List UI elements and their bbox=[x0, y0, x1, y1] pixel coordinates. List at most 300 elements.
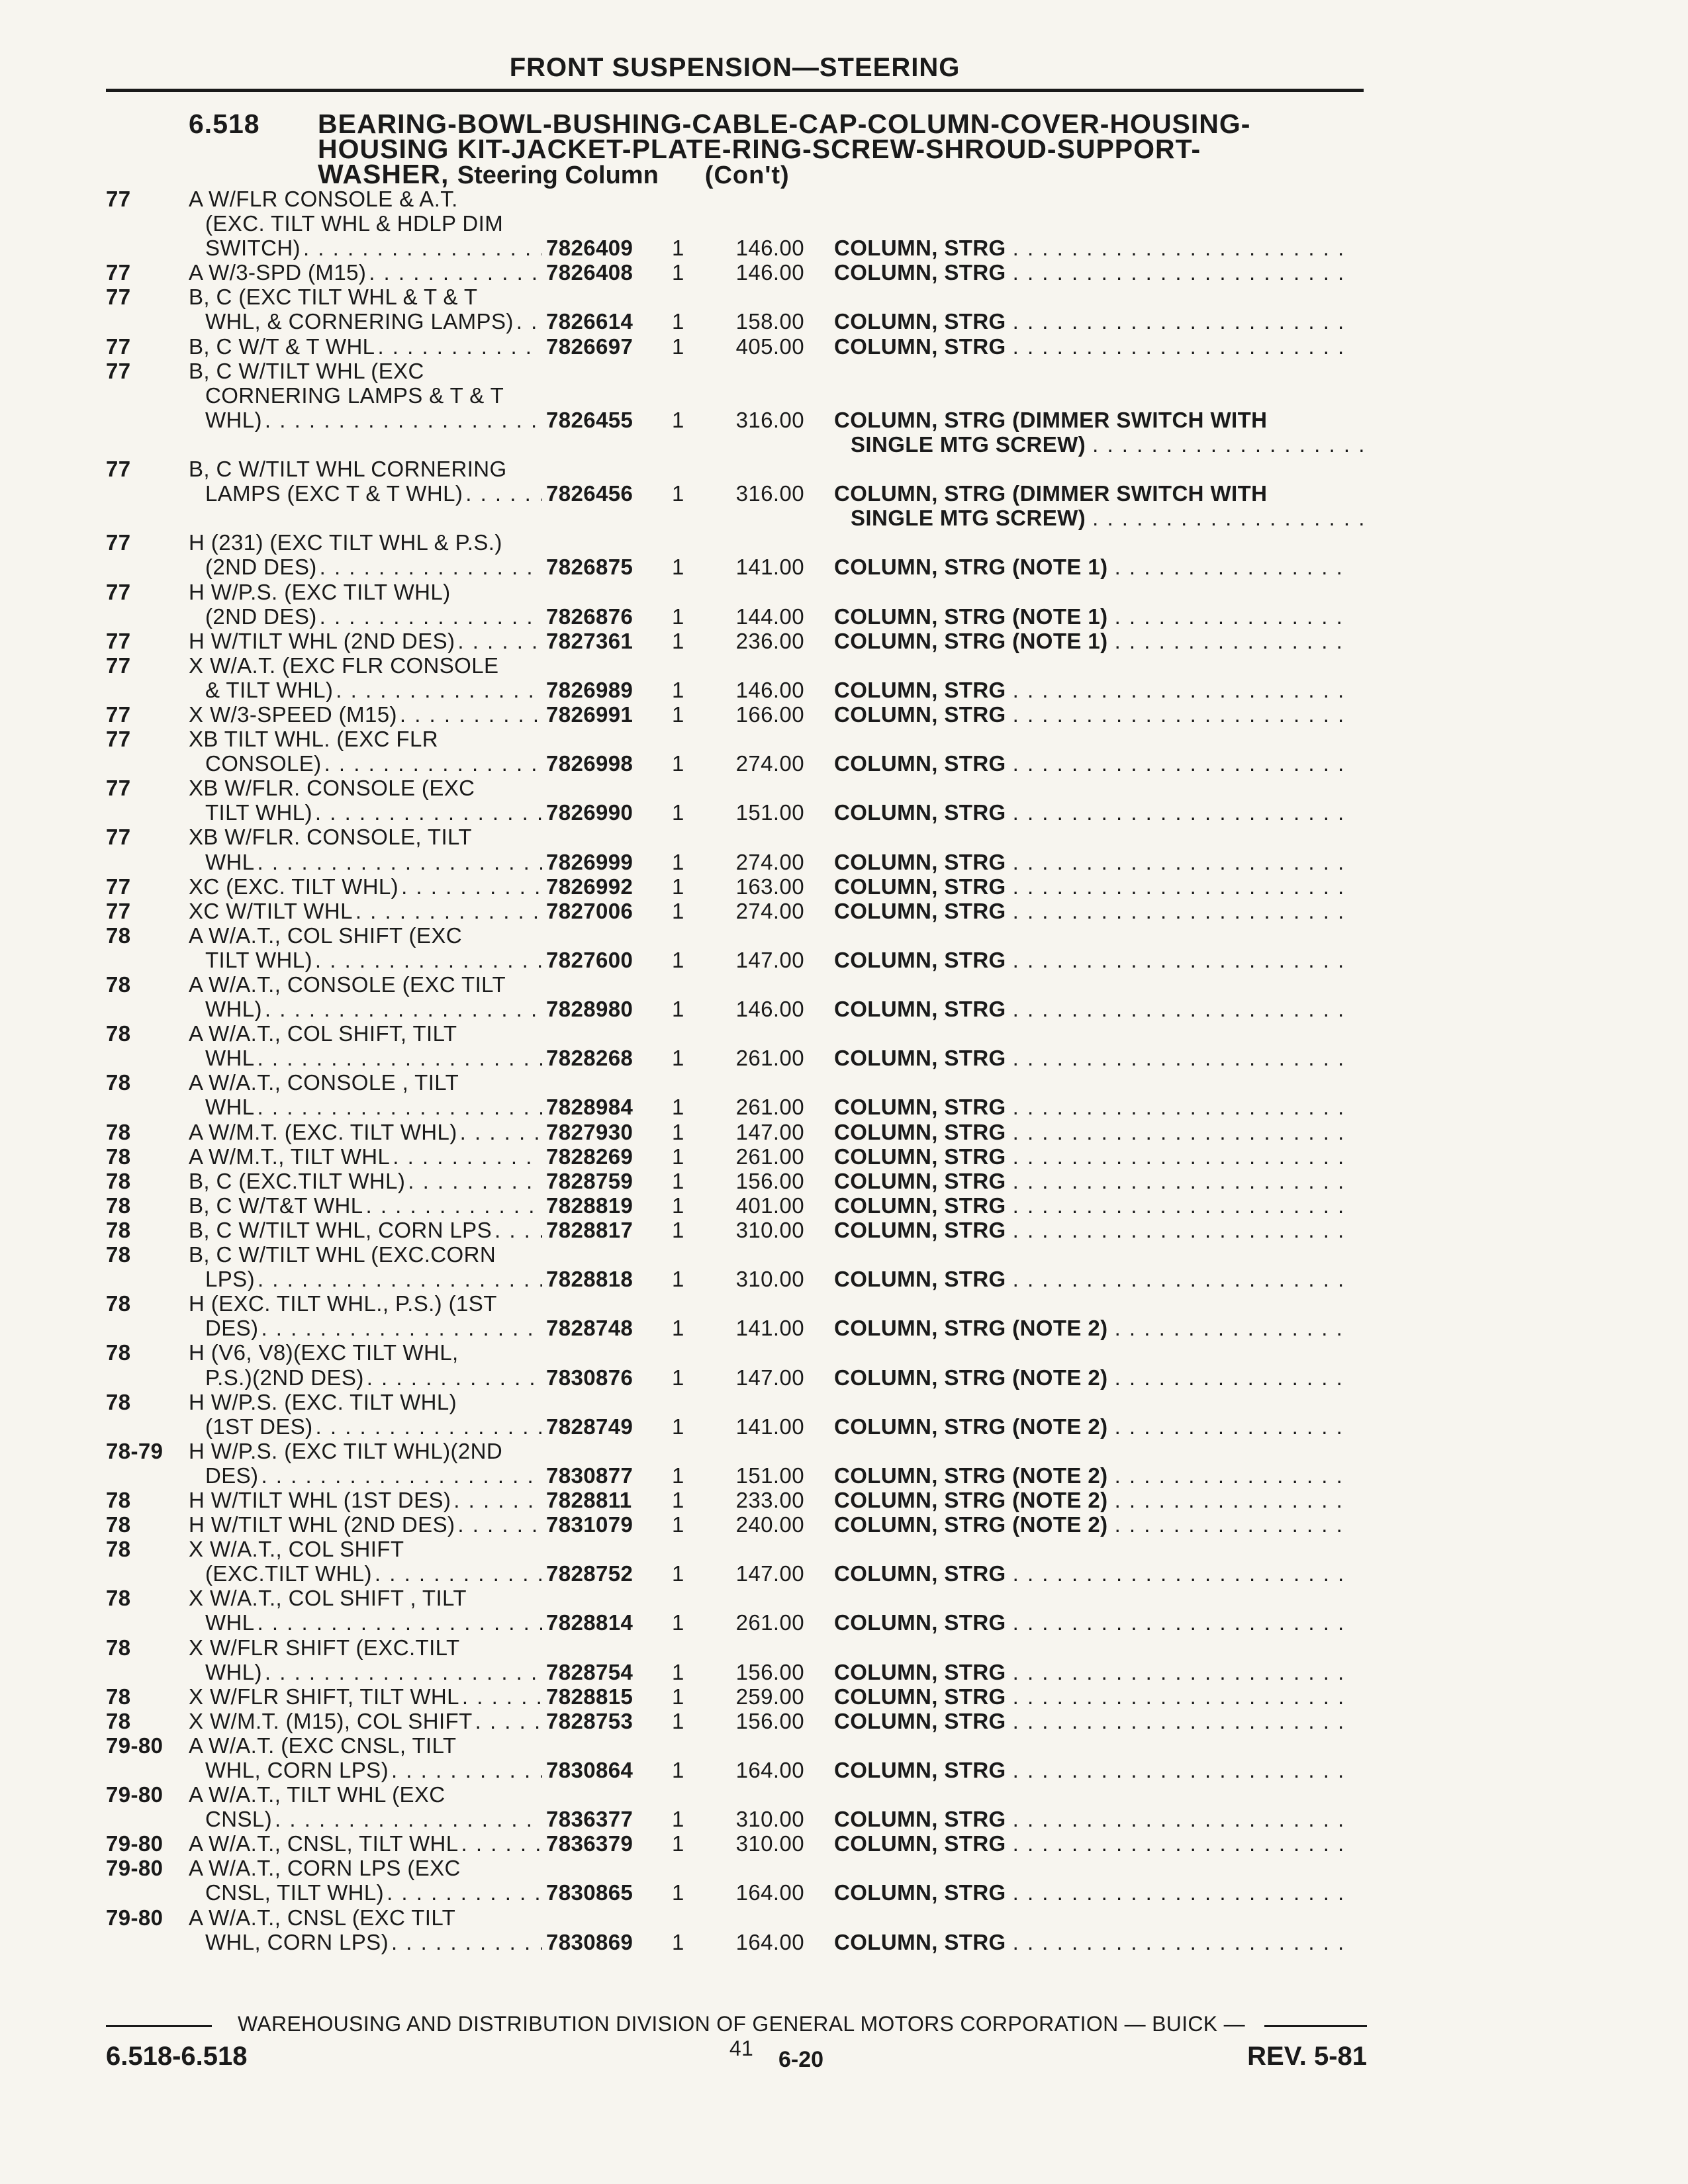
model-year: 78 bbox=[106, 1684, 131, 1709]
dot-leader bbox=[320, 604, 542, 629]
dot-leader bbox=[1115, 1316, 1350, 1340]
model-year bbox=[106, 236, 189, 260]
quantity bbox=[672, 1021, 712, 1046]
model-year: 78 bbox=[106, 1217, 131, 1242]
quantity bbox=[672, 285, 712, 309]
part-name bbox=[804, 1169, 1350, 1193]
list-item-line bbox=[106, 1635, 1367, 1660]
part-number: 7827930 bbox=[546, 1119, 633, 1144]
part-name-text: COLUMN, STRG bbox=[834, 1684, 1006, 1709]
quantity bbox=[672, 1586, 712, 1610]
list-item bbox=[106, 1390, 1367, 1439]
price bbox=[712, 1021, 804, 1046]
price bbox=[712, 1291, 804, 1316]
quantity: 1 bbox=[672, 849, 684, 874]
part-name bbox=[804, 899, 1350, 923]
part-name-text: COLUMN, STRG (DIMMER SWITCH WITH bbox=[834, 407, 1268, 432]
model-year bbox=[106, 1807, 189, 1831]
dot-leader bbox=[320, 555, 542, 579]
list-item bbox=[106, 1586, 1367, 1635]
description-text: A W/FLR CONSOLE & A.T. bbox=[189, 187, 458, 211]
part-name-text: COLUMN, STRG bbox=[834, 1144, 1006, 1169]
list-item bbox=[106, 1782, 1367, 1831]
description-text: H (EXC. TILT WHL., P.S.) (1ST bbox=[189, 1291, 497, 1316]
application-description bbox=[189, 1070, 546, 1095]
part-number bbox=[546, 1070, 672, 1095]
application-description bbox=[189, 359, 546, 383]
part-name-text: COLUMN, STRG (NOTE 1) bbox=[834, 604, 1108, 629]
part-name bbox=[804, 359, 1350, 383]
section-title-line-2: HOUSING KIT-JACKET-PLATE-RING-SCREW-SHROUD-SUPPORT- bbox=[318, 134, 1201, 164]
application-description bbox=[189, 187, 546, 211]
application-description bbox=[189, 923, 546, 948]
part-name bbox=[804, 1537, 1350, 1561]
part-number: 7828815 bbox=[546, 1684, 633, 1709]
model-year bbox=[106, 604, 189, 629]
list-item-line bbox=[106, 678, 1367, 702]
part-number bbox=[546, 727, 672, 751]
price: 163.00 bbox=[735, 874, 804, 899]
application-description bbox=[189, 408, 546, 432]
part-number: 7830869 bbox=[546, 1929, 633, 1954]
list-item bbox=[106, 359, 1367, 457]
quantity bbox=[672, 383, 712, 408]
application-description bbox=[189, 1488, 546, 1512]
part-name bbox=[804, 236, 1350, 260]
description-text: A W/A.T., TILT WHL (EXC bbox=[189, 1782, 445, 1807]
description-text: CNSL, TILT WHL) bbox=[205, 1880, 385, 1905]
price: 261.00 bbox=[735, 1610, 804, 1635]
quantity bbox=[672, 580, 712, 604]
price bbox=[712, 1070, 804, 1095]
part-number: 7828817 bbox=[546, 1217, 633, 1242]
list-item bbox=[106, 1439, 1367, 1488]
description-text: H W/P.S. (EXC TILT WHL)(2ND bbox=[189, 1438, 503, 1463]
application-description bbox=[189, 457, 546, 481]
list-item bbox=[106, 825, 1367, 874]
price: 147.00 bbox=[735, 947, 804, 972]
description-text: B, C W/TILT WHL (EXC.CORN bbox=[189, 1242, 496, 1267]
price bbox=[712, 923, 804, 948]
part-number bbox=[546, 359, 672, 383]
quantity bbox=[672, 530, 712, 555]
quantity bbox=[672, 653, 712, 678]
model-year: 79-80 bbox=[106, 1905, 164, 1930]
list-item-line bbox=[106, 1021, 1367, 1046]
price: 156.00 bbox=[735, 1659, 804, 1684]
model-year: 77 bbox=[106, 727, 131, 752]
description-text: (EXC. TILT WHL & HDLP DIM bbox=[205, 211, 504, 236]
price bbox=[712, 972, 804, 997]
list-item-line bbox=[106, 1291, 1367, 1316]
model-year bbox=[106, 1095, 189, 1119]
section-title-line-1: BEARING-BOWL-BUSHING-CABLE-CAP-COLUMN-COVER-HOUSING- bbox=[318, 109, 1251, 139]
dot-leader bbox=[1013, 1709, 1350, 1733]
price: 274.00 bbox=[735, 898, 804, 923]
part-name-text: COLUMN, STRG bbox=[834, 997, 1006, 1022]
description-text: H W/TILT WHL (1ST DES) bbox=[189, 1487, 451, 1512]
dot-leader bbox=[315, 800, 542, 825]
list-item-line bbox=[106, 1782, 1367, 1807]
list-item-line bbox=[106, 850, 1367, 874]
dot-leader bbox=[1013, 948, 1350, 972]
quantity: 1 bbox=[672, 604, 684, 629]
part-name bbox=[804, 948, 1350, 972]
part-name bbox=[804, 1144, 1350, 1169]
dot-leader bbox=[1013, 874, 1350, 899]
description-text: X W/A.T. (EXC FLR CONSOLE bbox=[189, 653, 499, 678]
list-item-line bbox=[106, 285, 1367, 309]
part-number: 7828818 bbox=[546, 1267, 633, 1292]
list-item bbox=[106, 260, 1367, 285]
list-item-line bbox=[106, 1586, 1367, 1610]
model-year: 77 bbox=[106, 628, 131, 653]
model-year: 77 bbox=[106, 776, 131, 801]
description-text: X W/M.T. (M15), COL SHIFT bbox=[189, 1708, 473, 1733]
dot-leader bbox=[393, 1144, 542, 1169]
quantity bbox=[672, 1242, 712, 1267]
part-number: 7828752 bbox=[546, 1561, 633, 1586]
dot-leader bbox=[303, 236, 542, 260]
list-item bbox=[106, 1831, 1367, 1856]
model-year bbox=[106, 1660, 189, 1684]
dot-leader bbox=[261, 1463, 542, 1488]
part-number bbox=[546, 1856, 672, 1880]
description-text: A W/3-SPD (M15) bbox=[189, 260, 367, 285]
part-number: 7828749 bbox=[546, 1414, 633, 1439]
model-year: 77 bbox=[106, 260, 131, 285]
model-year bbox=[106, 432, 189, 457]
application-description bbox=[189, 1782, 546, 1807]
description-text: (2ND DES) bbox=[205, 604, 317, 629]
part-name bbox=[804, 1635, 1350, 1660]
list-item-line bbox=[106, 751, 1367, 776]
description-text: A W/M.T. (EXC. TILT WHL) bbox=[189, 1119, 457, 1144]
price: 310.00 bbox=[735, 1831, 804, 1856]
list-item-line bbox=[106, 653, 1367, 678]
application-description bbox=[189, 702, 546, 727]
part-name bbox=[804, 776, 1350, 800]
dot-leader bbox=[1013, 702, 1350, 727]
application-description bbox=[189, 334, 546, 359]
part-number: 7826456 bbox=[546, 481, 633, 506]
application-description bbox=[189, 972, 546, 997]
list-item-line bbox=[106, 1414, 1367, 1439]
description-text: H W/P.S. (EXC. TILT WHL) bbox=[189, 1389, 457, 1414]
part-name bbox=[804, 1218, 1350, 1242]
list-item-line bbox=[106, 1930, 1367, 1954]
part-name bbox=[804, 211, 1350, 236]
part-name-text: COLUMN, STRG bbox=[834, 1929, 1006, 1954]
quantity bbox=[672, 1291, 712, 1316]
list-item-line bbox=[106, 1169, 1367, 1193]
price: 164.00 bbox=[735, 1880, 804, 1905]
quantity: 1 bbox=[672, 1684, 684, 1709]
quantity: 1 bbox=[672, 236, 684, 261]
price bbox=[712, 580, 804, 604]
part-number: 7828980 bbox=[546, 997, 633, 1022]
model-year bbox=[106, 1414, 189, 1439]
dot-leader bbox=[475, 1709, 542, 1733]
description-text: A W/M.T., TILT WHL bbox=[189, 1144, 391, 1169]
part-name-text: COLUMN, STRG bbox=[834, 800, 1006, 825]
list-item-line bbox=[106, 1267, 1367, 1291]
part-name bbox=[804, 457, 1350, 481]
quantity bbox=[672, 457, 712, 481]
quantity: 1 bbox=[672, 1095, 684, 1120]
part-name bbox=[804, 923, 1350, 948]
part-name bbox=[804, 1439, 1350, 1463]
description-text: TILT WHL) bbox=[205, 800, 312, 825]
list-item bbox=[106, 1169, 1367, 1193]
list-item-line bbox=[106, 1684, 1367, 1709]
list-item bbox=[106, 1684, 1367, 1709]
list-item-line bbox=[106, 1610, 1367, 1635]
part-name bbox=[804, 1463, 1350, 1488]
part-name-text: COLUMN, STRG (NOTE 2) bbox=[834, 1463, 1108, 1488]
price bbox=[712, 727, 804, 751]
part-name bbox=[804, 1046, 1350, 1070]
model-year bbox=[106, 1046, 189, 1070]
list-item-line bbox=[106, 604, 1367, 629]
part-name bbox=[804, 1561, 1350, 1586]
section-subtitle: Steering Column bbox=[457, 161, 659, 189]
quantity bbox=[672, 1905, 712, 1930]
description-text: LPS) bbox=[205, 1267, 255, 1292]
quantity bbox=[672, 1733, 712, 1758]
price: 240.00 bbox=[735, 1512, 804, 1537]
application-description bbox=[189, 776, 546, 800]
price bbox=[712, 530, 804, 555]
list-item-line bbox=[106, 1242, 1367, 1267]
price bbox=[712, 432, 804, 457]
application-description bbox=[189, 1021, 546, 1046]
application-description bbox=[189, 1831, 546, 1856]
list-item-line bbox=[106, 776, 1367, 800]
quantity: 1 bbox=[672, 1512, 684, 1537]
model-year bbox=[106, 211, 189, 236]
description-text: X W/FLR SHIFT, TILT WHL bbox=[189, 1684, 459, 1709]
application-description bbox=[189, 236, 546, 260]
description-text: WHL, CORN LPS) bbox=[205, 1758, 389, 1782]
dot-leader bbox=[258, 850, 542, 874]
dot-leader bbox=[265, 408, 542, 432]
part-number: 7836377 bbox=[546, 1807, 633, 1832]
price bbox=[712, 187, 804, 211]
quantity bbox=[672, 1635, 712, 1660]
part-name bbox=[804, 309, 1350, 334]
dot-leader bbox=[258, 1095, 542, 1119]
dot-leader bbox=[375, 1561, 542, 1586]
model-year: 78 bbox=[106, 923, 131, 948]
list-item-line bbox=[106, 506, 1367, 530]
list-item-line bbox=[106, 1709, 1367, 1733]
description-text: CORNERING LAMPS & T & T bbox=[205, 383, 504, 408]
part-name-text: COLUMN, STRG bbox=[834, 1831, 1006, 1856]
quantity: 1 bbox=[672, 555, 684, 580]
application-description bbox=[189, 1365, 546, 1390]
part-name bbox=[804, 1390, 1350, 1414]
application-description bbox=[189, 604, 546, 629]
quantity: 1 bbox=[672, 628, 684, 653]
dot-leader bbox=[1013, 678, 1350, 702]
list-item bbox=[106, 1733, 1367, 1782]
model-year bbox=[106, 800, 189, 825]
quantity: 1 bbox=[672, 1807, 684, 1832]
description-text: P.S.)(2ND DES) bbox=[205, 1365, 364, 1390]
application-description bbox=[189, 1144, 546, 1169]
price: 146.00 bbox=[735, 236, 804, 261]
application-description bbox=[189, 997, 546, 1021]
part-name-text: COLUMN, STRG (NOTE 2) bbox=[834, 1414, 1108, 1439]
description-text: WHL bbox=[205, 1046, 255, 1071]
quantity: 1 bbox=[672, 1831, 684, 1856]
description-text: & TILT WHL) bbox=[205, 677, 334, 702]
quantity: 1 bbox=[672, 1144, 684, 1169]
application-description bbox=[189, 1463, 546, 1488]
application-description bbox=[189, 874, 546, 899]
part-name-text: COLUMN, STRG bbox=[834, 1880, 1006, 1905]
application-description bbox=[189, 629, 546, 653]
dot-leader bbox=[457, 1512, 542, 1537]
application-description bbox=[189, 1537, 546, 1561]
quantity: 1 bbox=[672, 947, 684, 972]
dot-leader bbox=[1013, 309, 1350, 334]
part-name bbox=[804, 1831, 1350, 1856]
list-item-line bbox=[106, 1831, 1367, 1856]
part-name-text: COLUMN, STRG bbox=[834, 334, 1006, 359]
price: 156.00 bbox=[735, 1708, 804, 1733]
list-item bbox=[106, 1291, 1367, 1340]
part-name bbox=[804, 1267, 1350, 1291]
model-year: 77 bbox=[106, 653, 131, 678]
part-name-text: COLUMN, STRG bbox=[834, 947, 1006, 972]
quantity: 1 bbox=[672, 407, 684, 432]
part-name bbox=[804, 1586, 1350, 1610]
price: 310.00 bbox=[735, 1267, 804, 1292]
price bbox=[712, 1782, 804, 1807]
price: 316.00 bbox=[735, 481, 804, 506]
model-year: 78 bbox=[106, 1242, 131, 1267]
part-number bbox=[546, 1905, 672, 1930]
part-name-text: COLUMN, STRG bbox=[834, 1119, 1006, 1144]
list-item bbox=[106, 1120, 1367, 1144]
description-text: (2ND DES) bbox=[205, 555, 317, 580]
quantity: 1 bbox=[672, 1267, 684, 1292]
price: 146.00 bbox=[735, 677, 804, 702]
model-year bbox=[106, 1561, 189, 1586]
part-name bbox=[804, 702, 1350, 727]
part-number: 7828753 bbox=[546, 1708, 633, 1733]
application-description bbox=[189, 580, 546, 604]
list-item bbox=[106, 1512, 1367, 1537]
dot-leader bbox=[401, 874, 542, 899]
quantity: 1 bbox=[672, 677, 684, 702]
description-text: A W/A.T., CORN LPS (EXC bbox=[189, 1856, 461, 1881]
price: 146.00 bbox=[735, 997, 804, 1022]
application-description bbox=[189, 1316, 546, 1340]
part-name bbox=[804, 1365, 1350, 1390]
dot-leader bbox=[1013, 1144, 1350, 1169]
dot-leader bbox=[1013, 1169, 1350, 1193]
list-item-line bbox=[106, 629, 1367, 653]
dot-leader bbox=[1115, 629, 1350, 653]
model-year: 77 bbox=[106, 334, 131, 359]
quantity: 1 bbox=[672, 1316, 684, 1341]
price: 158.00 bbox=[735, 309, 804, 334]
dot-leader bbox=[1013, 1880, 1350, 1905]
application-description bbox=[189, 678, 546, 702]
quantity: 1 bbox=[672, 1561, 684, 1586]
parts-list bbox=[106, 187, 1367, 1954]
part-name-text: COLUMN, STRG bbox=[834, 1193, 1006, 1218]
description-text: (EXC.TILT WHL) bbox=[205, 1561, 372, 1586]
price: 233.00 bbox=[735, 1487, 804, 1512]
price: 147.00 bbox=[735, 1119, 804, 1144]
list-item-line bbox=[106, 1193, 1367, 1218]
application-description bbox=[189, 1586, 546, 1610]
application-description bbox=[189, 653, 546, 678]
description-text: WHL, & CORNERING LAMPS) bbox=[205, 309, 514, 334]
list-item-line bbox=[106, 923, 1367, 948]
model-year: 77 bbox=[106, 285, 131, 310]
dot-leader bbox=[400, 702, 542, 727]
model-year bbox=[106, 506, 189, 530]
dot-leader bbox=[1013, 334, 1350, 359]
price: 261.00 bbox=[735, 1095, 804, 1120]
part-name bbox=[804, 850, 1350, 874]
part-name bbox=[804, 187, 1350, 211]
part-number: 7826989 bbox=[546, 677, 633, 702]
application-description bbox=[189, 727, 546, 751]
model-year: 77 bbox=[106, 358, 131, 383]
application-description bbox=[189, 1709, 546, 1733]
part-number: 7828759 bbox=[546, 1168, 633, 1193]
dot-leader bbox=[1013, 1758, 1350, 1782]
quantity bbox=[672, 359, 712, 383]
part-name-text: COLUMN, STRG bbox=[834, 236, 1006, 261]
list-item bbox=[106, 1242, 1367, 1291]
part-name bbox=[804, 800, 1350, 825]
dot-leader bbox=[1013, 751, 1350, 776]
price bbox=[712, 1635, 804, 1660]
model-year bbox=[106, 481, 189, 506]
dot-leader bbox=[387, 1880, 542, 1905]
part-number: 7826455 bbox=[546, 407, 633, 432]
description-text: X W/FLR SHIFT (EXC.TILT bbox=[189, 1635, 460, 1660]
part-name bbox=[804, 997, 1350, 1021]
part-name bbox=[804, 1291, 1350, 1316]
part-number: 7826999 bbox=[546, 849, 633, 874]
application-description bbox=[189, 1193, 546, 1218]
part-name-text: COLUMN, STRG (NOTE 2) bbox=[834, 1512, 1108, 1537]
quantity: 1 bbox=[672, 1708, 684, 1733]
model-year: 77 bbox=[106, 825, 131, 850]
list-item-line bbox=[106, 1120, 1367, 1144]
part-name-text: COLUMN, STRG bbox=[834, 1168, 1006, 1193]
part-name bbox=[804, 727, 1350, 751]
quantity bbox=[672, 727, 712, 751]
description-text: H W/TILT WHL (2ND DES) bbox=[189, 1512, 455, 1537]
model-year: 79-80 bbox=[106, 1733, 164, 1758]
part-name bbox=[804, 530, 1350, 555]
list-item-line bbox=[106, 1537, 1367, 1561]
dot-leader bbox=[377, 334, 542, 359]
part-number: 7828748 bbox=[546, 1316, 633, 1341]
model-year bbox=[106, 408, 189, 432]
list-item bbox=[106, 629, 1367, 653]
model-year: 79-80 bbox=[106, 1831, 164, 1856]
